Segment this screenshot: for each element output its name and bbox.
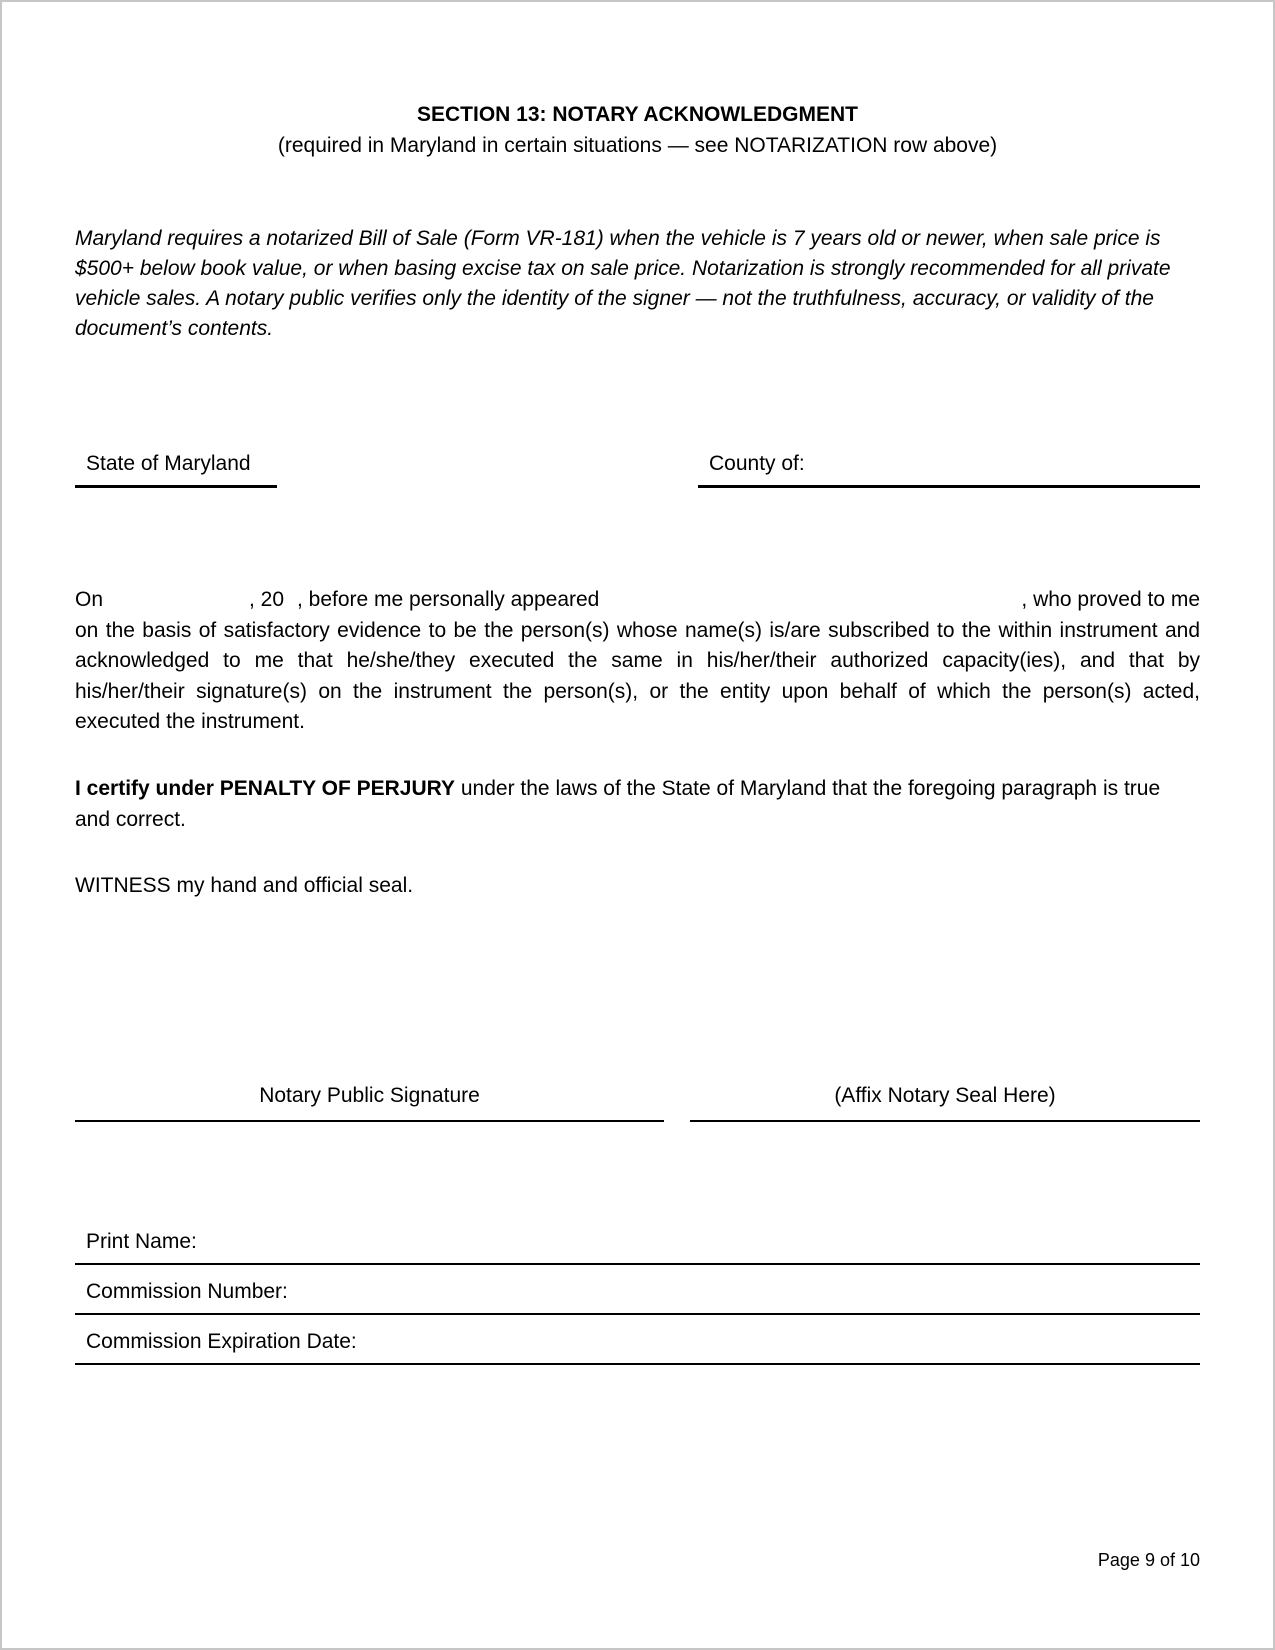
proved-label: , who proved to me bbox=[1021, 588, 1200, 611]
county-label: County of: bbox=[709, 452, 805, 475]
commission-number-field[interactable] bbox=[75, 1275, 1200, 1315]
state-field bbox=[75, 448, 277, 488]
on-label: On bbox=[75, 588, 104, 611]
certify-statement bbox=[75, 774, 1200, 835]
print-name-field[interactable] bbox=[75, 1225, 1200, 1265]
certify-bold: I certify under PENALTY OF PERJURY bbox=[75, 777, 456, 800]
state-label: State of Maryland bbox=[86, 452, 251, 475]
page-number: Page 9 of 10 bbox=[1097, 1550, 1200, 1570]
commission-expiration-label: Commission Expiration Date: bbox=[86, 1330, 357, 1353]
year-label: , 20 bbox=[249, 588, 285, 611]
section-title: SECTION 13: NOTARY ACKNOWLEDGMENT bbox=[416, 103, 858, 126]
acknowledgment-first-line bbox=[75, 585, 1200, 616]
notary-signature-label: Notary Public Signature bbox=[259, 1084, 480, 1107]
notary-signature-line[interactable] bbox=[75, 1086, 664, 1122]
notary-seal-label: (Affix Notary Seal Here) bbox=[834, 1084, 1056, 1107]
section-subtitle: (required in Maryland in certain situations — see NOTARIZATION row above) bbox=[277, 134, 998, 157]
commission-number-label: Commission Number: bbox=[86, 1280, 288, 1303]
print-name-label: Print Name: bbox=[86, 1230, 197, 1253]
appeared-label: , before me personally appeared bbox=[297, 588, 600, 611]
acknowledgment-paragraph bbox=[75, 585, 1200, 738]
intro-paragraph: Maryland requires a notarized Bill of Sale (Form VR-181) when the vehicle is 7 years old or newer, when sale price is $500+ below book value, or when basing excise tax on sale price. Notarization is strongly recommended for all private vehicle sales. A notary public verifies only the identity of the signer — not the truthfulness, accuracy, or validity of the document’s contents. bbox=[75, 227, 1171, 340]
certify-rest: under the laws of the State of Maryland that the foregoing paragraph is true and correct. bbox=[75, 777, 1161, 831]
notary-seal-line bbox=[690, 1086, 1200, 1122]
county-field[interactable] bbox=[698, 448, 1200, 488]
witness-statement: WITNESS my hand and official seal. bbox=[75, 874, 414, 897]
commission-expiration-field[interactable] bbox=[75, 1325, 1200, 1365]
acknowledgment-body: on the basis of satisfactory evidence to be the person(s) whose name(s) is/are subscribed to the within instrument and acknowledged to me that he/she/they executed the same in his/her/their authorized capacity(ies), and that by his/her/their signature(s) on the instrument the person(s), or the entity upon behalf of which the person(s) acted, executed the instrument. bbox=[75, 618, 1200, 733]
